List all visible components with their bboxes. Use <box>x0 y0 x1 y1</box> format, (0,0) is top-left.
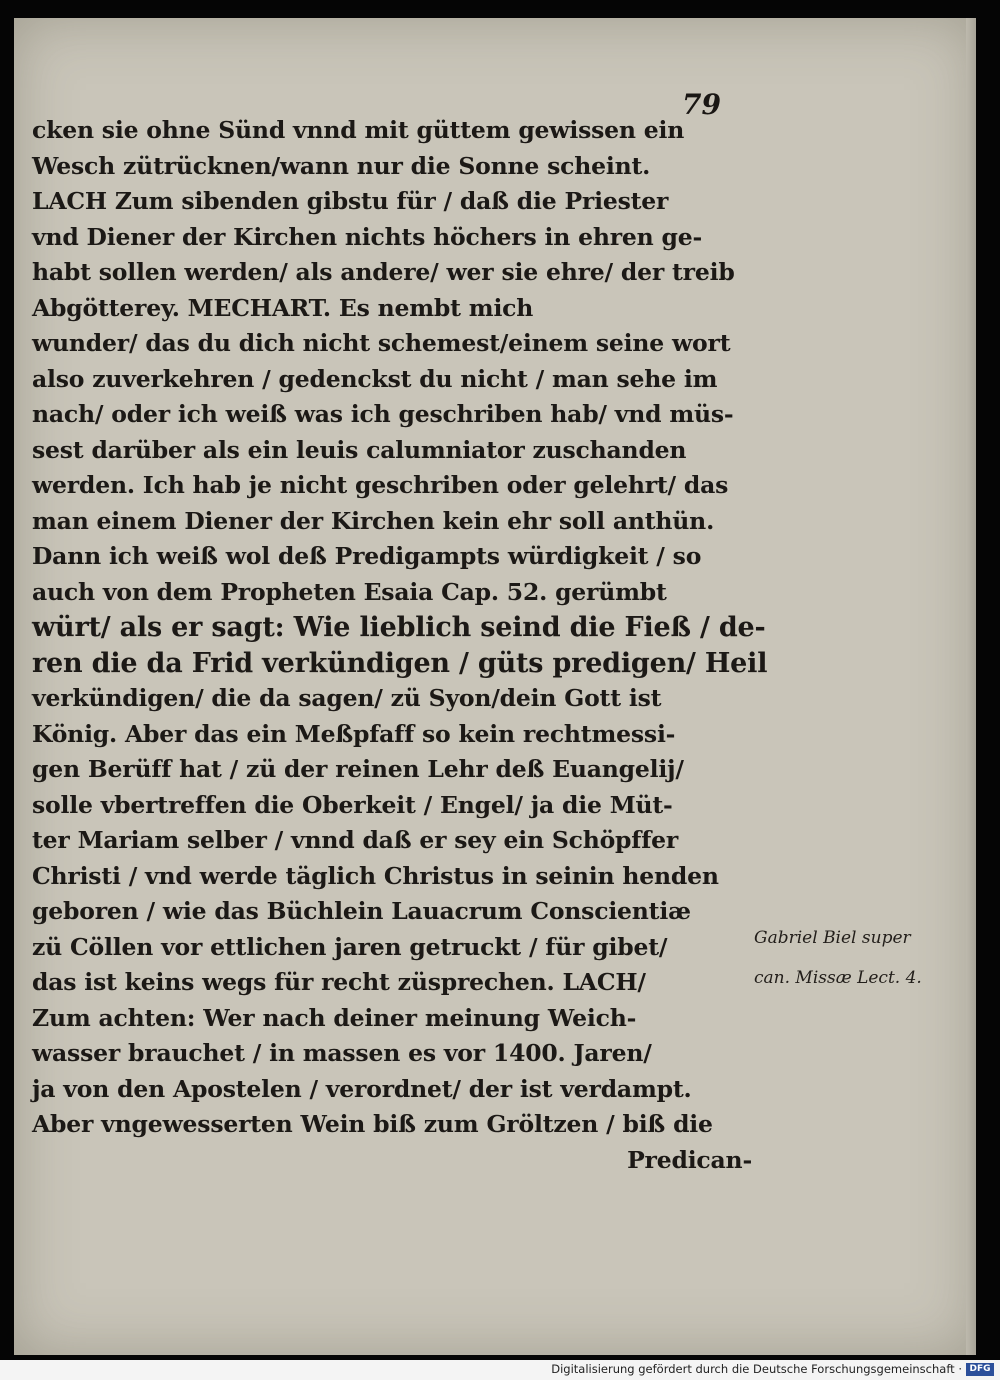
text-line: sest darüber als ein leuis calumniator zuschanden <box>32 435 687 464</box>
marginal-note-line: Gabriel Biel super <box>754 928 911 948</box>
text-line: nach/ oder ich weiß was ich geschriben hab/ vnd müs- <box>32 400 734 428</box>
page-number: 79 <box>682 88 721 121</box>
text-line: Aber vngewesserten Wein biß zum Gröltzen / biß die <box>32 1110 713 1138</box>
text-line: LACH Zum sibenden gibstu für / daß die Priester <box>32 187 669 215</box>
text-line: Zum achten: Wer nach deiner meinung Weich- <box>32 1003 637 1032</box>
text-line: cken sie ohne Sünd vnnd mit güttem gewissen ein <box>32 116 685 144</box>
text-line: auch von dem Propheten Esaia Cap. 52. gerümbt <box>32 577 667 606</box>
text-line: wunder/ das du dich nicht schemest/einem seine wort <box>32 329 731 357</box>
text-line: werden. Ich hab je nicht geschriben oder gelehrt/ das <box>32 471 729 499</box>
text-line: solle vbertreffen die Oberkeit / Engel/ ja die Müt- <box>32 790 673 819</box>
text-line: habt sollen werden/ als andere/ wer sie ehre/ der treib <box>32 258 735 286</box>
text-line: Dann ich weiß wol deß Predigampts würdigkeit / so <box>32 542 702 570</box>
text-line: ja von den Apostelen / verordnet/ der ist verdampt. <box>32 1074 692 1103</box>
text-line: vnd Diener der Kirchen nichts höchers in ehren ge- <box>32 222 703 251</box>
text-line: geboren / wie das Büchlein Lauacrum Conscientiæ <box>32 897 691 925</box>
footer-bar <box>0 1360 1000 1380</box>
text-line: König. Aber das ein Meßpfaff so kein rechtmessi- <box>32 719 676 748</box>
page-edge <box>966 18 976 1355</box>
dfg-logo: DFG <box>966 1363 994 1376</box>
text-line: gen Berüff hat / zü der reinen Lehr deß Euangelij/ <box>32 755 684 783</box>
text-line: zü Cöllen vor ettlichen jaren getruckt / für gibet/ <box>32 932 668 961</box>
marginal-note <box>754 918 954 998</box>
text-line: das ist keins wegs für recht züsprechen. LACH/ <box>32 968 646 996</box>
funding-credit: Digitalisierung gefördert durch die Deutsche Forschungsgemeinschaft · <box>551 1362 962 1376</box>
text-line: also zuverkehren / gedenckst du nicht / man sehe im <box>32 364 718 393</box>
text-line: man einem Diener der Kirchen kein ehr soll anthün. <box>32 506 715 535</box>
text-line: wasser brauchet / in massen es vor 1400. Jaren/ <box>32 1039 652 1067</box>
text-line: würt/ als er sagt: Wie lieblich seind die Fieß / de- <box>32 612 766 643</box>
text-line: ter Mariam selber / vnnd daß er sey ein Schöpffer <box>32 826 679 854</box>
text-line: ren die da Frid verkündigen / güts predigen/ Heil <box>32 647 768 679</box>
body-text <box>32 113 768 1178</box>
catchword: Predican- <box>627 1145 752 1174</box>
text-line: Wesch zütrücknen/wann nur die Sonne scheint. <box>32 151 651 180</box>
text-line: verkündigen/ die da sagen/ zü Syon/dein Gott ist <box>32 684 662 712</box>
text-line: Abgötterey. MECHART. Es nembt mich <box>32 293 534 322</box>
marginal-note-line: can. Missæ Lect. 4. <box>754 968 922 988</box>
text-line: Christi / vnd werde täglich Christus in seinin henden <box>32 861 719 890</box>
book-page <box>14 18 976 1355</box>
